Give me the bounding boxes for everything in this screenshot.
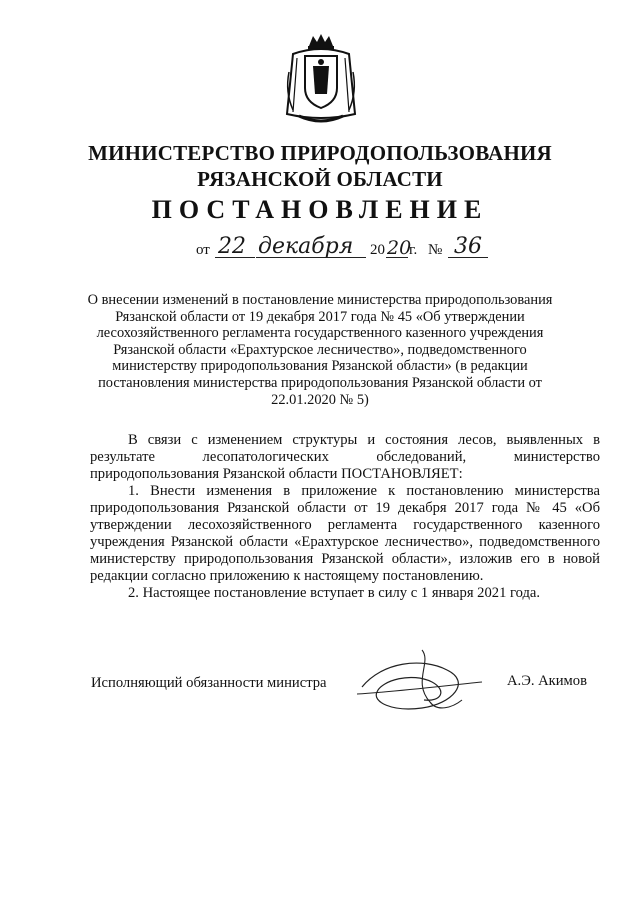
number-sign: № [428, 242, 443, 258]
item-1-paragraph: 1. Внести изменения в приложение к постановлению министерства природопользования Рязанской области от 19 декабря 2017 года № 45 «Об утверждении лесохозяйственного регламента государственного казенного учреждения Рязанской области «Ерахтурское лесничество», подведомственного министерству природопользования Рязанской области», изложив его в новой редакции согласно приложению к настоящему постановлению. [90, 483, 600, 584]
handwritten-signature [352, 642, 487, 720]
handwritten-month: декабря [258, 234, 354, 259]
item-2-paragraph: 2. Настоящее постановление вступает в силу с 1 января 2021 года. [128, 585, 541, 601]
handwritten-day: 22 [218, 234, 246, 259]
document-subject: О внесении изменений в постановление министерства природопользования Рязанской области от 19 декабря 2017 года № 45 «Об утверждении лесохозяйственного регламента государственного казенного учреждения Рязанской области «Ерахтурское лесничество», подведомственного министерству природопользования Рязанской области» (в редакции постановления министерства природопользования Рязанской области от 22.01.2020 № 5) [87, 292, 553, 408]
document-body [90, 432, 600, 602]
handwritten-year: 20 [387, 237, 412, 259]
coat-of-arms-icon [283, 32, 359, 124]
ministry-line-1: МИНИСТЕРСТВО ПРИРОДОПОЛЬЗОВАНИЯ [88, 141, 552, 165]
signatory-title: Исполняющий обязанности министра [91, 675, 327, 691]
year-unit: г. [409, 242, 418, 258]
date-line [196, 229, 496, 265]
handwritten-number: 36 [454, 234, 482, 259]
preamble-paragraph: В связи с изменением структуры и состояния лесов, выявленных в результате лесопатологических обследований, министерство природопользования Рязанской области ПОСТАНОВЛЯЕТ: [90, 432, 600, 482]
ministry-line-2: РЯЗАНСКОЙ ОБЛАСТИ [197, 167, 443, 191]
date-prefix: от [196, 242, 210, 258]
year-prefix: 20 [370, 242, 385, 258]
ministry-name [0, 140, 640, 192]
document-type: ПОСТАНОВЛЕНИЕ [151, 195, 489, 224]
signatory-name: А.Э. Акимов [507, 673, 587, 689]
